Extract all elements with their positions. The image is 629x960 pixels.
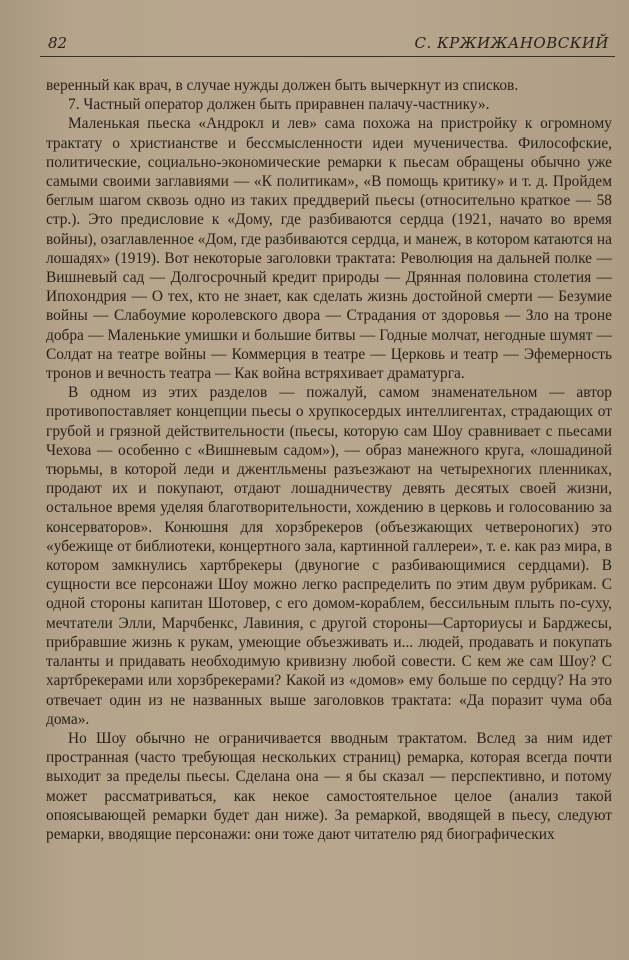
- running-header: [40, 34, 615, 57]
- body-text: [46, 76, 612, 844]
- paragraph: В одном из этих разделов — пожалуй, самом знаменательном — автор противопоставляет концепции пьесы о хрупкосердых интеллигентах, страдающих от грубой и грязной действительности (пьесы, которую сам Шоу сравнивает с пьесами Чехова — особенно с «Вишневым садом»), — образ манежного круга, «лошадиной тюрьмы, в которой леди и джентльмены разъезжают на четырехногих пленниках, продают их и покупают, отдают лошадничеству девять десятых своей жизни, остальное время уделяя благотворительности, хождению в церковь и голосованию за консерваторов». Конюшня для хорзбрекеров (объезжающих четвероногих) это «убежище от библиотеки, концертного зала, картинной галлереи», т. е. как раз мира, в котором замкнулись хартбрекеры (двуногие с разбивающимися сердцами). В сущности все персонажи Шоу можно легко распределить по этим двум рубрикам. С одной стороны капитан Шотовер, с его домом-кораблем, бессильным плыть по-суху, мечтатели Элли, Марчбенкс, Лавиния, с другой стороны—Сарториусы и Барджесы, прибравшие жизнь к рукам, умеющие объезживать и... людей, продавать и покупать таланты и придавать необходимую кривизну любой совести. С кем же сам Шоу? С хартбрекерами или хорзбрекерами? Какой из «домов» ему больше по сердцу? На это отвечает один из не названных выше заголовков трактата: «Да поразит чума оба дома».: [46, 384, 612, 728]
- paragraph: Маленькая пьеска «Андрокл и лев» сама похожа на пристройку к огромному трактату о христианстве и бессмысленности идеи мученичества. Философские, политические, социально-экономические ремарки к пьесам обращены обычно уже самыми своими заглавиями — «К политикам», «В помощь критику» и т. д. Пройдем беглым шагом сквозь одно из таких преддверий пьесы (относительно краткое — 58 стр.). Это предисловие к «Дому, где разбиваются сердца (1921, начато во время войны), озаглавленное «Дом, где разбиваются сердца, и манеж, в котором катаются на лошадях» (1919). Вот некоторые заголовки трактата: Революция на дальней полке — Вишневый сад — Долгосрочный кредит природы — Дрянная половина столетия — Ипохондрия — О тех, кто не знает, как сделать жизнь достойной смерти — Безумие войны — Слабоумие королевского двора — Страдания от здоровья — Зло на троне добра — Маленькие умишки и большие битвы — Годные молчат, негодные шумят — Солдат на театре войны — Коммерция в театре — Церковь и театр — Эфемерность тронов и вечность театра — Как война встряхивает драматурга.: [46, 115, 612, 383]
- paragraph: Но Шоу обычно не ограничивается вводным трактатом. Вслед за ним идет пространная (часто требующая нескольких страниц) ремарка, которая всегда почти выходит за пределы пьесы. Сделана она — я бы сказал — перспективно, и потому может рассматриваться, как некое самостоятельное целое (анализ такой опоясывающей ремарки будет дан ниже). За ремаркой, вводящей в пьесу, следуют ремарки, вводящие персонажи: они тоже дают читателю ряд биографических: [46, 729, 612, 843]
- page-number: 82: [48, 34, 68, 52]
- running-head-author: С. КРЖИЖАНОВСКИЙ: [414, 34, 609, 52]
- paragraph: веренный как врач, в случае нужды должен быть вычеркнут из списков.: [46, 77, 519, 94]
- paragraph: 7. Частный оператор должен быть приравнен палачу-частнику».: [68, 96, 490, 114]
